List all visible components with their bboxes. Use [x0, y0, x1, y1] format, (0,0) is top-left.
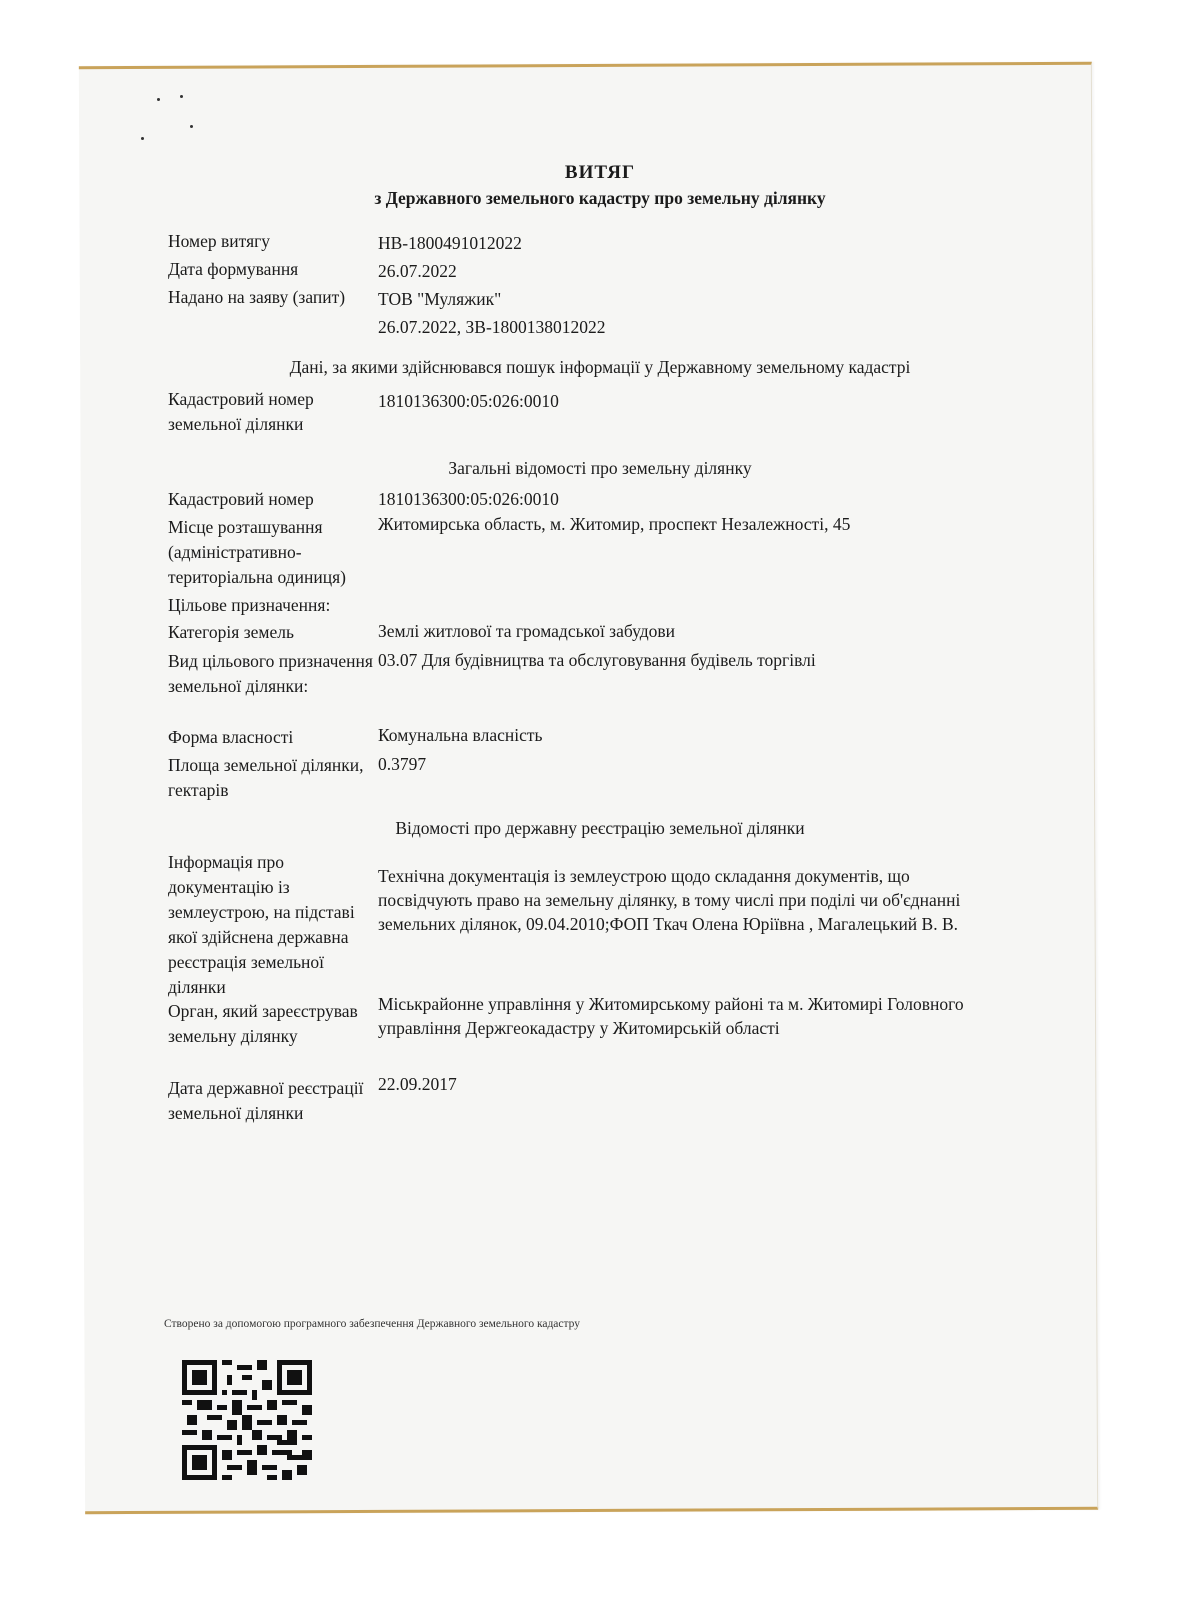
purpose-type-value: 03.07 Для будівництва та обслуговування будівель торгівлі [378, 650, 816, 670]
request-label: Надано на заяву (запит) [168, 287, 346, 307]
search-cadastral-value: 1810136300:05:026:0010 [378, 391, 559, 411]
registration-section-heading: Відомості про державну реєстрацію земельної ділянки [395, 818, 805, 838]
document-subtitle: з Державного земельного кадастру про земельну ділянку [374, 188, 826, 208]
extract-number-value: НВ-1800491012022 [378, 233, 522, 253]
general-cadastral-value: 1810136300:05:026:0010 [378, 489, 559, 509]
registration-date-value: 22.09.2017 [378, 1074, 457, 1094]
area-value: 0.3797 [378, 754, 427, 774]
paper-speck [141, 137, 144, 140]
extract-number-label: Номер витягу [168, 231, 271, 251]
location-label: Місце розташування (адміністративно-територіальна одиниця) [168, 517, 346, 587]
search-cadastral-label: Кадастровий номер земельної ділянки [168, 389, 314, 434]
registering-authority-label: Орган, який зареєстрував земельну ділянку [168, 1001, 358, 1046]
request-applicant-value: ТОВ "Муляжик" [378, 289, 502, 309]
registering-authority-value: Міськрайонне управління у Житомирському районі та м. Житомирі Головного управління Держгеокадастру у Житомирській області [378, 994, 964, 1038]
document-title: ВИТЯГ [564, 162, 636, 183]
general-cadastral-label: Кадастровий номер [168, 489, 314, 509]
qr-code [182, 1360, 312, 1480]
land-docs-label: Інформація про документацію із землеустрою, на підставі якої здійснена державна реєстрація земельної ділянки [168, 852, 355, 997]
paper-speck [180, 95, 183, 98]
paper-speck [157, 98, 160, 101]
purpose-label: Цільове призначення: [168, 595, 331, 615]
land-category-label: Категорія земель [168, 622, 294, 642]
land-docs-value: Технічна документація із землеустрою щодо складання документів, що посвідчують право на земельну ділянку, в тому числі при поділі чи об'єднанні земельних ділянок, 09.04.2010;ФОП Ткач Олена Юріївна , Магалецький В. В. [378, 866, 961, 934]
location-value: Житомирська область, м. Житомир, проспект Незалежності, 45 [378, 514, 851, 534]
paper-speck [190, 125, 193, 128]
land-category-value: Землі житлової та громадської забудови [378, 621, 676, 641]
formation-date-label: Дата формування [168, 259, 299, 279]
registration-date-label: Дата державної реєстрації земельної ділянки [168, 1078, 364, 1123]
request-number-value: 26.07.2022, ЗВ-1800138012022 [378, 317, 606, 337]
software-footer-note: Створено за допомогою програмного забезпечення Державного земельного кадастру [164, 1318, 581, 1330]
ownership-value: Комунальна власність [378, 725, 543, 745]
general-section-heading: Загальні відомості про земельну ділянку [448, 458, 752, 478]
search-section-heading: Дані, за якими здійснювався пошук інформації у Державному земельному кадастрі [289, 357, 911, 377]
purpose-type-label: Вид цільового призначення земельної ділянки: [168, 651, 373, 696]
ownership-label: Форма власності [168, 727, 294, 747]
area-label: Площа земельної ділянки, гектарів [168, 755, 364, 800]
formation-date-value: 26.07.2022 [378, 261, 457, 281]
